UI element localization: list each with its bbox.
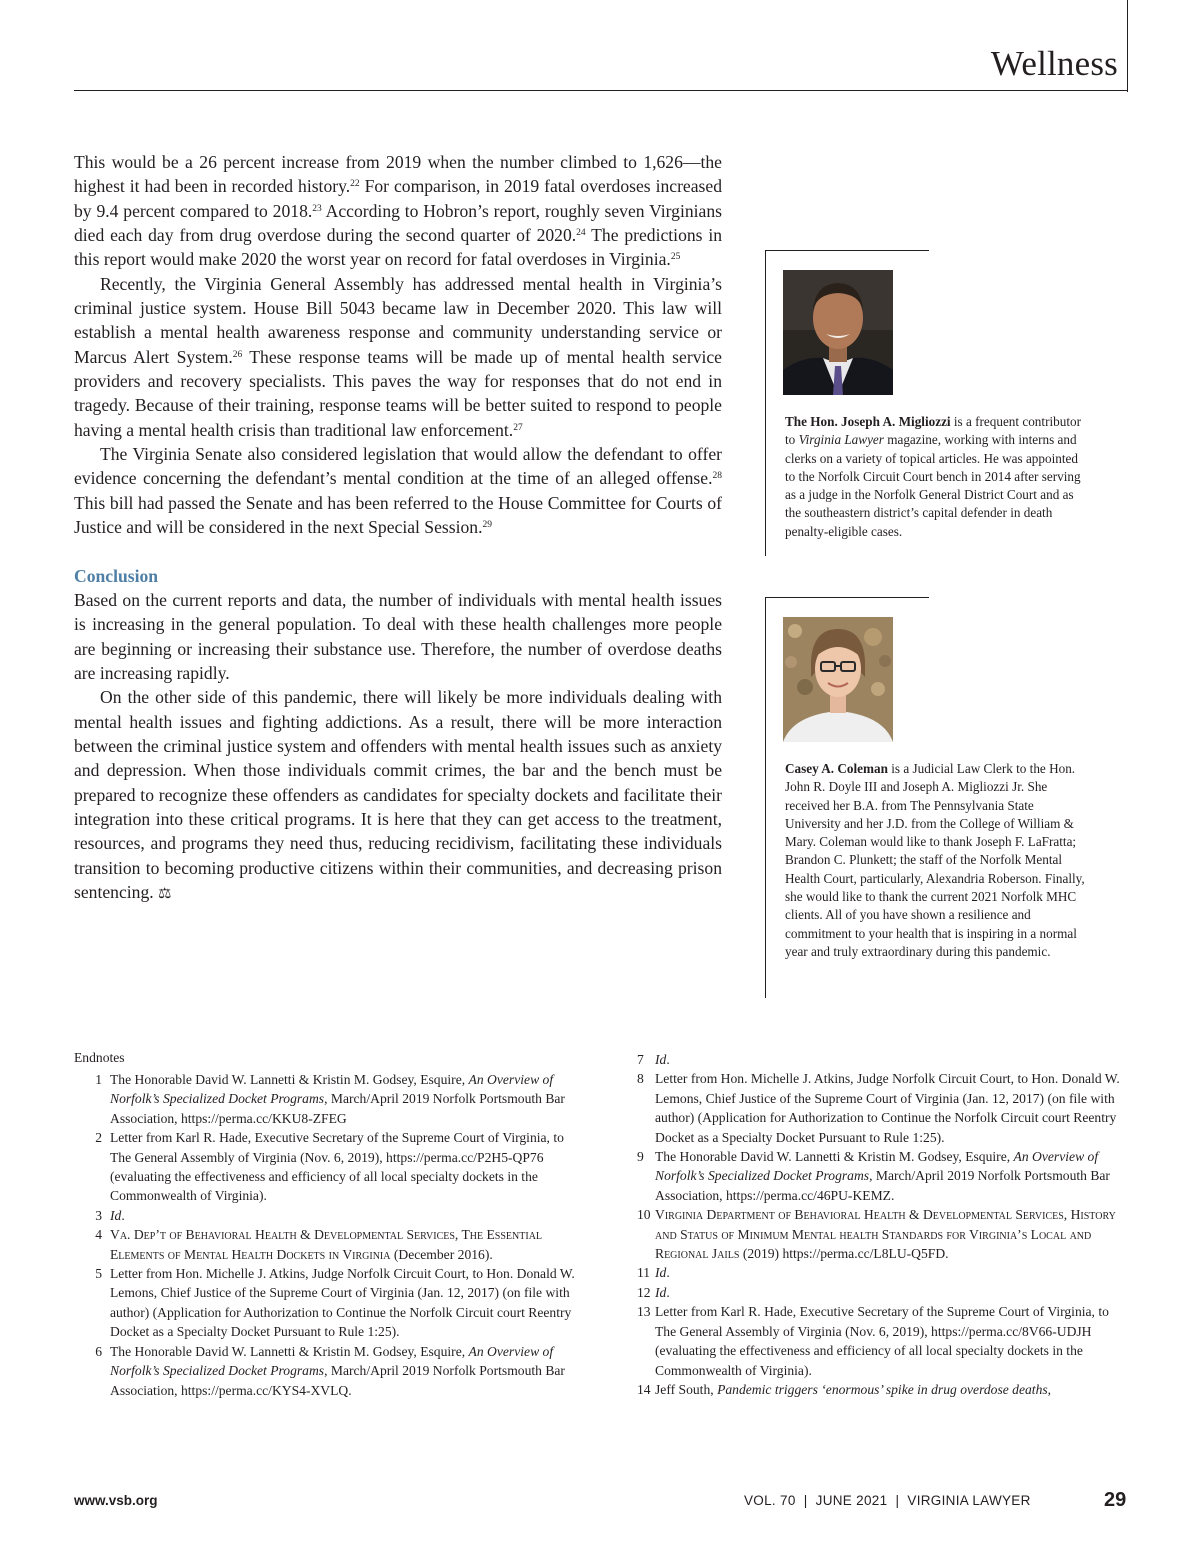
endnote-item: 13 Letter from Karl R. Hade, Executive Secretary of the Supreme Court of Virginia, to The General Assembly of Virginia (Nov. 6, 2019), https://perma.cc/8V66-UDJH (evaluating the effectiveness and efficiency of all local specialty dockets in the Commonwealth of Virginia). [637,1304,1109,1378]
endnotes-title: Endnotes [74,1050,125,1065]
section-title: Wellness [990,44,1118,83]
endnote-item: 4 Va. Dep’t of Behavioral Health & Developmental Services, The Essential Elements of Mental Health Dockets in Virginia (December 2016). [95,1227,543,1262]
author-photo-migliozzi [783,270,893,395]
conclusion-heading: Conclusion [74,565,159,586]
header-rule [74,90,1128,91]
author-photo-coleman [783,617,893,742]
paragraph-5: On the other side of this pandemic, there will likely be more individuals dealing with mental health issues and fighting addictions. As a result, there will be more interaction between the criminal justice system and offenders with mental health issues such as anxiety and depression. When those individuals commit crimes, the bar and the bench must be prepared to recognize these offenders as candidates for specialty dockets and facilitate their integration into these critical programs. It is here that they can get access to the treatment, resources, and programs they need thus, reducing recidivism, facilitating these individuals transition to becoming productive citizens within their communities, and decreasing prison sentencing. ⚖ [74,687,722,902]
endnote-item: 7 Id. [637,1052,670,1067]
page-number: 29 [1104,1489,1127,1511]
bio-caption-migliozzi: The Hon. Joseph A. Migliozzi is a frequent contributor to Virginia Lawyer magazine, working with interns and clerks on a variety of topical articles. He was appointed to the Norfolk Circuit Court bench in 2014 after serving as a judge in the Norfolk General District Court and as the southeastern district’s capital defender in death penalty-eligible cases. [785,414,1081,539]
header-vertical-rule [1127,0,1128,92]
endnote-item: 3 Id. [95,1207,125,1223]
endnote-item: 14 Jeff South, Pandemic triggers ‘enormous’ spike in drug overdose deaths, [637,1381,1052,1397]
endnotes-list-right [637,1050,1127,1399]
author-bio-coleman [765,597,1087,998]
endnote-item: 1 The Honorable David W. Lannetti & Kristin M. Godsey, Esquire, An Overview of Norfolk’s Specialized Docket Programs, March/April 2019 Norfolk Portsmouth Bar Association, https://perma.cc/KKU8-ZFEG [95,1072,565,1126]
bio-caption-coleman: Casey A. Coleman is a Judicial Law Clerk to the Hon. John R. Doyle III and Joseph A. Migliozzi Jr. She received her B.A. from The Pennsylvania State University and her J.D. from the College of William & Mary. Coleman would like to thank Joseph F. LaFratta; Brandon C. Plunkett; the staff of the Norfolk Mental Health Court, particularly, Alexandria Roberson. Finally, she would like to thank the current 2021 Norfolk MHC clients. All of you have shown a resilience and commitment to your health that is inspiring in a normal year and truly extraordinary during this pandemic. [785,761,1085,959]
author-bio-migliozzi [765,250,1087,556]
endnote-item: 10 Virginia Department of Behavioral Health & Developmental Services, History and Status of Minimum Mental health Standards for Virginia’s Local and Regional Jails (2019) https://perma.cc/L8LU-Q5FD. [637,1207,1116,1262]
endnote-item: 12 Id. [637,1284,670,1300]
endnote-item: 9 The Honorable David W. Lannetti & Kristin M. Godsey, Esquire, An Overview of Norfolk’s Specialized Docket Programs, March/April 2019 Norfolk Portsmouth Bar Association, https://perma.cc/46PU-KEMZ. [637,1149,1110,1203]
endnotes-list-left [74,1070,582,1400]
endnote-item: 5 Letter from Hon. Michelle J. Atkins, Judge Norfolk Circuit Court, to Hon. Donald W. Lemons, Chief Justice of the Supreme Court of Virginia (Jan. 12, 2017) (on file with author) (Application for Authorization to Continue the Norfolk Circuit court Reentry Docket as a Specialty Docket Pursuant to Rule 1:25). [95,1266,575,1340]
endnote-item: 11 Id. [637,1265,670,1281]
endnote-item: 8 Letter from Hon. Michelle J. Atkins, Judge Norfolk Circuit Court, to Hon. Donald W. Lemons, Chief Justice of the Supreme Court of Virginia (Jan. 12, 2017) (on file with author) (Application for Authorization to Continue the Norfolk Circuit court Reentry Docket as a Specialty Docket Pursuant to Rule 1:25). [637,1071,1120,1145]
scales-of-justice-icon: ⚖ [158,883,172,902]
paragraph-4: Based on the current reports and data, the number of individuals with mental health issues is increasing in the general population. To deal with these health challenges more people are beginning or increasing their substance use. Therefore, the number of overdose deaths are increasing rapidly. [74,589,722,683]
footer-issue: VOL. 70 | JUNE 2021 | VIRGINIA LAWYER [744,1493,1031,1508]
paragraph-3: The Virginia Senate also considered legislation that would allow the defendant to offer evidence concerning the defendant’s mental condition at the time of an alleged offense.$^{28}$ This bill had passed the Senate and has been referred to the House Committee for Courts of Justice and will be considered in the next Special Session.$^{29}$ [74,444,722,538]
paragraph-1: This would be a 26 percent increase from 2019 when the number climbed to 1,626—the highest it had been in recorded history.$^{22}$ For comparison, in 2019 fatal overdoses increased by 9.4 percent compared to 2018.23 According to Hobron’s report, roughly seven Virginians died each day from drug overdose during the second quarter of 2020.24 The predictions in this report would make 2020 the worst year on record for fatal overdoses in Virginia.$^{25}$ [74,152,723,270]
endnote-item: 2 Letter from Karl R. Hade, Executive Secretary of the Supreme Court of Virginia, to The General Assembly of Virginia (Nov. 6, 2019), https://perma.cc/P2H5-QP76 (evaluating the effectiveness and efficiency of all local specialty dockets in the Commonwealth of Virginia). [95,1130,564,1204]
article-body [74,150,722,905]
paragraph-2: Recently, the Virginia General Assembly has addressed mental health in Virginia’s criminal justice system. House Bill 5043 became law in December 2020. This law will establish a mental health awareness response and community understanding service or Marcus Alert System.$^{26}$ These response teams will be made up of mental health service providers and recovery specialists. This paves the way for responses that do not end in tragedy. Because of their training, response teams will be better suited to respond to people having a mental health crisis than traditional law enforcement.$^{27}$ [74,273,722,440]
endnote-item: 6 The Honorable David W. Lannetti & Kristin M. Godsey, Esquire, An Overview of Norfolk’s Specialized Docket Programs, March/April 2019 Norfolk Portsmouth Bar Association, https://perma.cc/KYS4-XVLQ. [95,1343,565,1398]
footer-website: www.vsb.org [74,1493,158,1508]
